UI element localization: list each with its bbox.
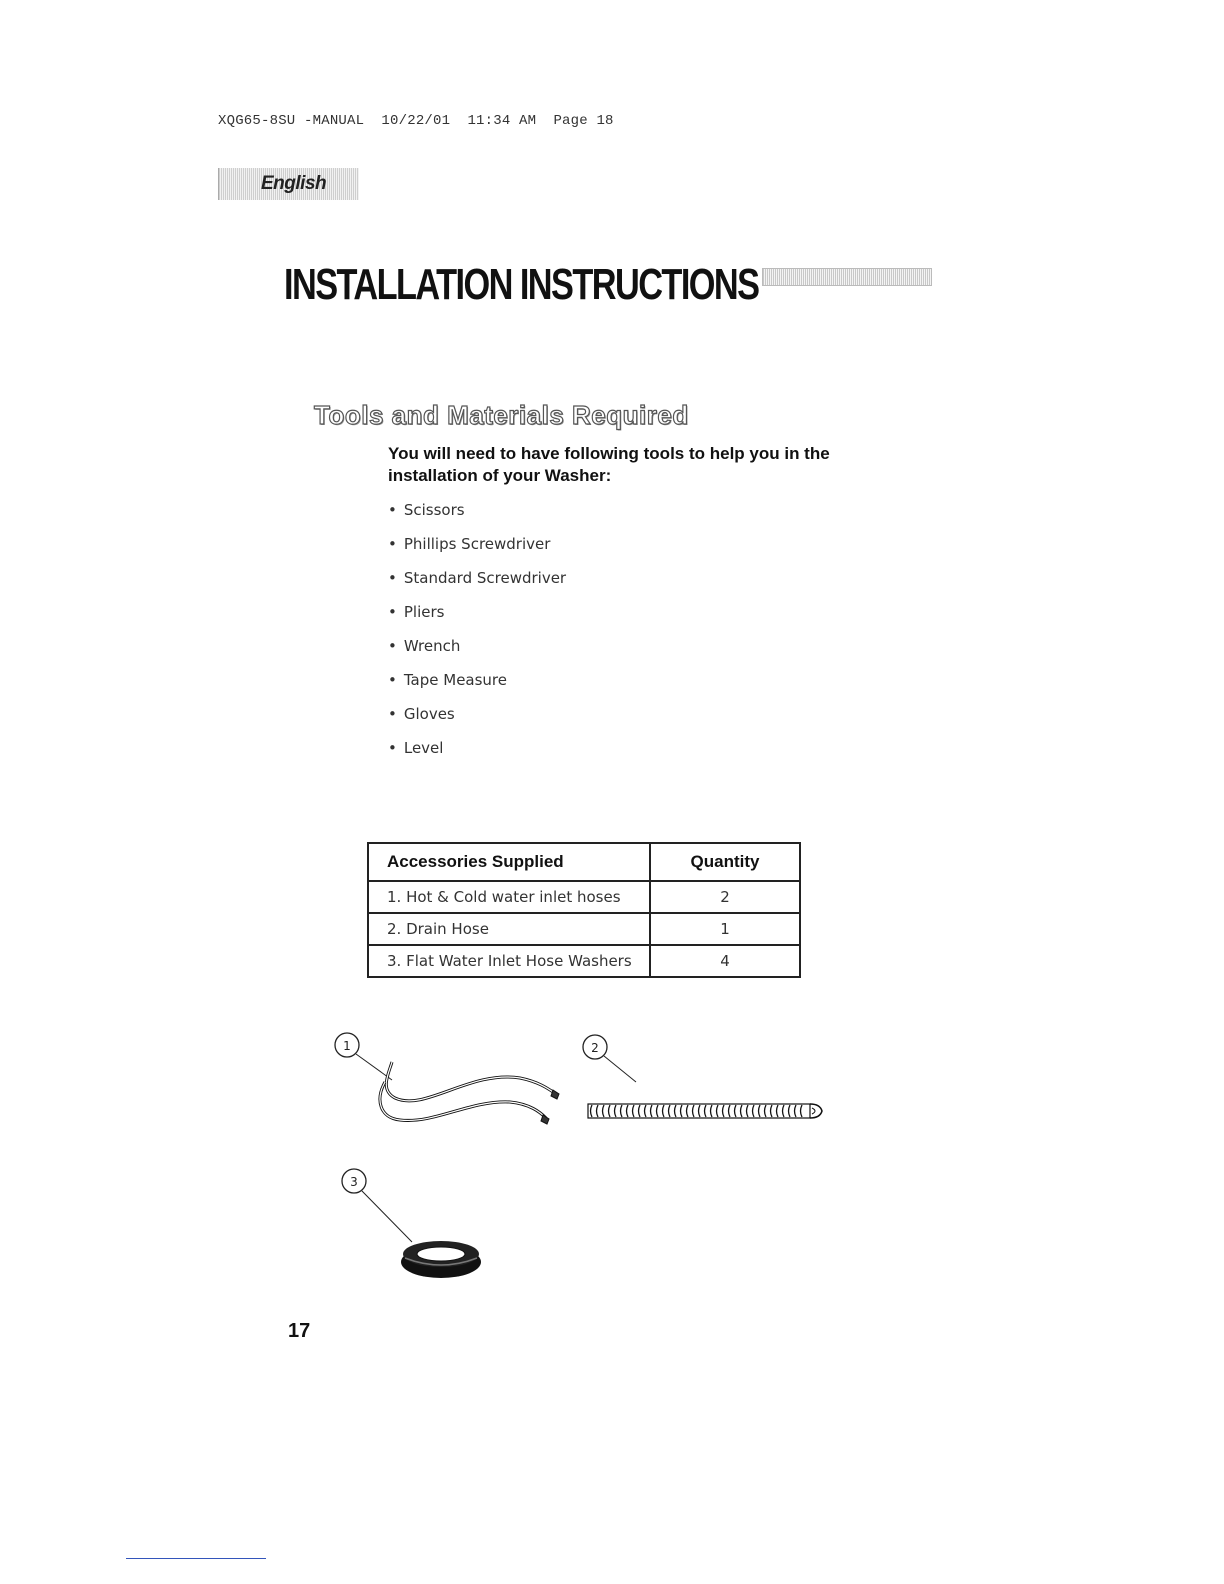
tool-item: • Phillips Screwdriver bbox=[388, 534, 566, 568]
inlet-hoses-icon bbox=[380, 1062, 559, 1124]
language-tab-label: English bbox=[261, 173, 327, 194]
callout-2 bbox=[583, 1035, 636, 1082]
tool-item: • Scissors bbox=[388, 500, 566, 534]
tool-item: • Pliers bbox=[388, 602, 566, 636]
tool-item: • Level bbox=[388, 738, 566, 772]
tool-item: • Wrench bbox=[388, 636, 566, 670]
accessory-quantity: 1 bbox=[650, 913, 800, 945]
tool-item: • Standard Screwdriver bbox=[388, 568, 566, 602]
tool-item: • Gloves bbox=[388, 704, 566, 738]
callout-label: 3 bbox=[350, 1175, 358, 1189]
column-header: Accessories Supplied bbox=[368, 843, 650, 881]
tool-item: • Tape Measure bbox=[388, 670, 566, 704]
accessory-quantity: 4 bbox=[650, 945, 800, 977]
section-title: Tools and Materials Required bbox=[314, 400, 689, 430]
column-header: Quantity bbox=[650, 843, 800, 881]
footer-rule bbox=[126, 1558, 266, 1559]
callout-label: 1 bbox=[343, 1039, 351, 1053]
accessory-name: 2. Drain Hose bbox=[368, 913, 650, 945]
accessory-quantity: 2 bbox=[650, 881, 800, 913]
page-title: INSTALLATION INSTRUCTIONS bbox=[284, 260, 759, 309]
callout-1 bbox=[335, 1033, 392, 1080]
callout-label: 2 bbox=[591, 1041, 599, 1055]
accessory-name: 1. Hot & Cold water inlet hoses bbox=[368, 881, 650, 913]
drain-hose-icon bbox=[588, 1104, 822, 1118]
callout-3 bbox=[342, 1169, 412, 1242]
intro-text: You will need to have following tools to help you in the installation of your Washer: bbox=[388, 444, 830, 485]
hose-washer-icon bbox=[401, 1241, 481, 1278]
print-header: XQG65-8SU -MANUAL 10/22/01 11:34 AM Page 18 bbox=[218, 113, 614, 129]
accessory-name: 3. Flat Water Inlet Hose Washers bbox=[368, 945, 650, 977]
page-number: 17 bbox=[288, 1320, 311, 1342]
